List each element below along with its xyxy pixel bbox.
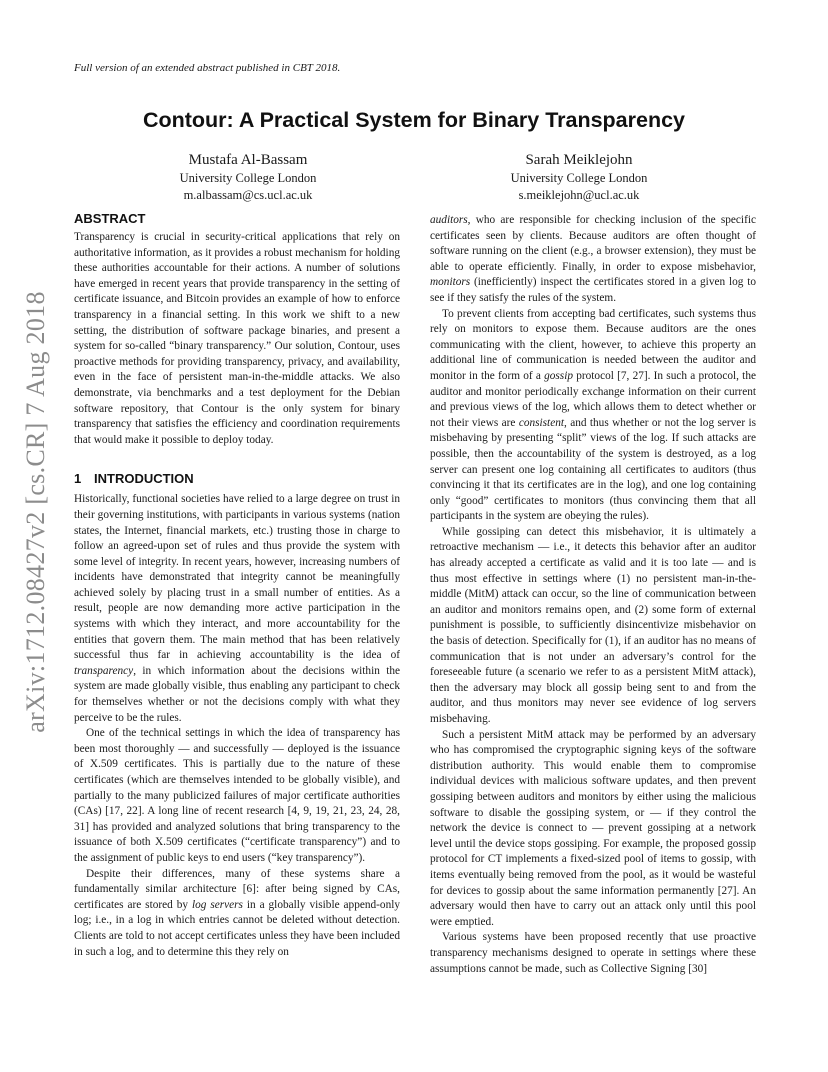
abstract-text: Transparency is crucial in security-critical applications that rely on authoritative information, as it provides a robust mechanism for holding these authorities accountable for their actions. A number of solutions have emerged in recent years that provide transparency in the setting of certificate issuance, and Bitcoin provides an example of how to enforce transparency in a financial setting. In this work we shift to a new setting, the distribution of software package binaries, and present a system for so-called “binary transparency.” Our solution, Contour, uses proactive methods for providing transparency, privacy, and availability, even in the face of persistent man-in-the-middle attacks. We also demonstrate, via benchmarks and a test deployment for the Debian software repository, that Contour is the only system for binary transparency that satisfies the efficiency and coordination requirements that would make it possible to deploy today. (74, 231, 400, 446)
author-email: m.albassam@cs.ucl.ac.uk (183, 188, 313, 202)
body-paragraph: Despite their differences, many of these systems share a fundamentally similar architecture [6]: after being signed by CAs, certificates are stored by log servers in a globally visible append-only log; i.e., in a log in which entries cannot be deleted without detection. Clients are told to not accept certificates unless they have been included in such a log, and to determine this they rely on (74, 867, 400, 958)
section-heading (74, 470, 400, 488)
author-block (118, 150, 378, 204)
publication-note: Full version of an extended abstract published in CBT 2018. (74, 62, 341, 74)
left-column (74, 210, 400, 1060)
author-affiliation: University College London (510, 171, 648, 185)
body-paragraph: While gossiping can detect this misbehavior, it is ultimately a retroactive mechanism — i.e., it detects this behavior after an auditor has already accepted a certificate as valid and it is too late — and is thus most effective in settings where (1) no persistent man-in-the-middle (MitM) attack can occur, so the line of communication between an auditor and monitors remains open, and (2) some form of external punishment is possible, to sufficiently disincentivize misbehavior on the basis of detection. Specifically for (1), if an auditor has no means of communication that is not under an adversary’s control for the foreseeable future (a scenario we refer to as a persistent MitM attack), then the adversary may block all gossip being sent to and from the auditor, and thus monitors may never see evidence of log servers misbehaving. (430, 525, 756, 725)
abstract-heading: ABSTRACT (74, 211, 146, 226)
right-column (430, 213, 756, 1063)
body-paragraph: Historically, functional societies have relied to a large degree on trust in their governing institutions, with participants in various systems (nation states, the Internet, financial markets, etc.) trusting those in charge to follow an agreed-upon set of rules and thus provide the system with some level of integrity. In recent years, however, increasing numbers of incidents have demonstrated that integrity cannot be meaningfully achieved solely by placing trust in a small number of entities. As a result, people are now demanding more active participation in the systems with which they interact, and more accountability for the entities that govern them. The main method that has been relatively successful thus far in achieving accountability is the idea of transparency, in which information about the decisions within the system are made globally visible, thus enabling any participant to check for themselves whether or not the decisions comply with what they perceive to be the rules. (74, 493, 400, 724)
author-block (449, 150, 709, 204)
body-paragraph: One of the technical settings in which the idea of transparency has been most thoroughly — and successfully — deployed is the issuance of X.509 certificates. This is partially due to the nature of these certificates (which are themselves intended to be globally visible), and partially to the many publicized failures of major certificate authorities (CAs) [17, 22]. A long line of recent research [4, 9, 19, 21, 23, 24, 28, 31] has provided and analyzed solutions that bring transparency to the issuance of both X.509 certificates (“certificate transparency”) and to the assignment of public keys to end users (“key transparency”). (74, 727, 400, 864)
arxiv-identifier: arXiv:1712.08427v2 [cs.CR] 7 Aug 2018 (21, 291, 50, 733)
body-paragraph: Various systems have been proposed recently that use proactive transparency mechanisms designed to operate in settings where these assumptions cannot be made, such as Collective Signing [30] (430, 931, 756, 975)
author-name: Sarah Meiklejohn (525, 152, 633, 168)
section-title: INTRODUCTION (94, 471, 194, 487)
paper-title: Contour: A Practical System for Binary Transparency (142, 108, 686, 132)
author-name: Mustafa Al-Bassam (188, 152, 308, 168)
body-paragraph: To prevent clients from accepting bad certificates, such systems thus rely on monitors to expose them. Because auditors are the ones communicating with the client, however, to achieve this property an additional line of communication is needed between the auditor and monitor in the form of a gossip protocol [7, 27]. In such a protocol, the auditor and monitor periodically exchange information on their current and previous views of the log, which allows them to detect whether or not their views are consistent, and thus whether or not the log server is misbehaving by presenting “split” views of the log. If such attacks are possible, then the accountability of the system is destroyed, as a log server can present one log containing all certificates to auditors (thus convincing it that its certificates are in the log), and one log containing only “good” certificates to monitors (thus convincing them that all participants in the system are obeying the rules). (430, 307, 756, 523)
author-affiliation: University College London (179, 171, 317, 185)
body-paragraph: auditors, who are responsible for checking inclusion of the specific certificates seen by clients. Because auditors are often thought of software running on the client (e.g., a browser extension), they must be able to operate efficiently. Finally, in order to expose misbehavior, monitors (inefficiently) inspect the certificates stored in a given log to see if they satisfy the rules of the system. (430, 214, 756, 304)
body-paragraph: Such a persistent MitM attack may be performed by an adversary who has compromised the cryptographic signing keys of the software distribution authority. This would enable them to compromise individual devices with malicious software updates, and then prevent gossiping between auditors and monitors by either using the malicious software to disable the gossiping system, or — if they control the network the device is connect to — prevent gossiping at a network level until the device stops gossiping. For example, the proposed gossip protocol for CT implements a fixed-sized pool of items to gossip, with items eventually being removed from the pool, as it would be wasteful for devices to gossip about the same information permanently [27]. An adversary would then have to carry out an attack only until this pool were emptied. (430, 728, 756, 928)
author-email: s.meiklejohn@ucl.ac.uk (518, 188, 640, 202)
section-number: 1 (74, 471, 82, 487)
